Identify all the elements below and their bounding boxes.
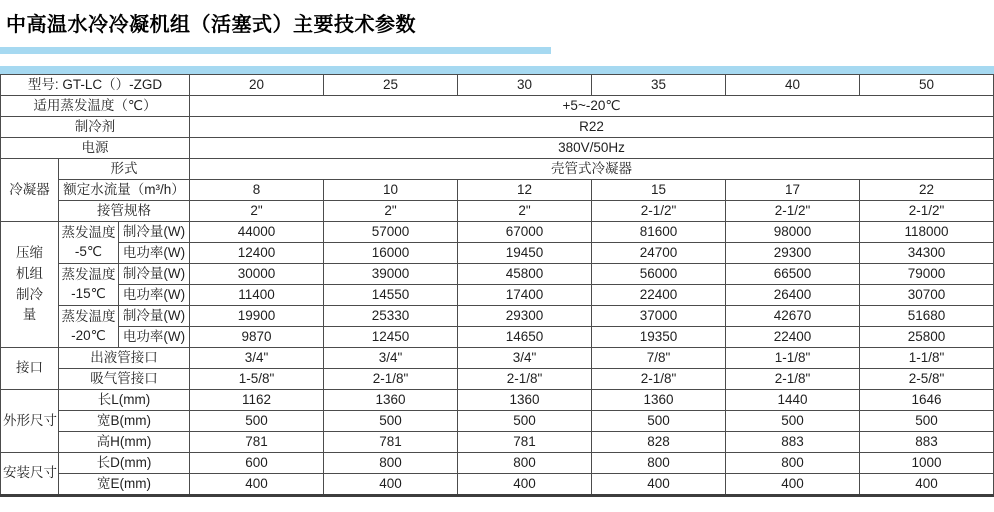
row-capacity-5-cooling bbox=[1, 222, 994, 243]
cell: 45800 bbox=[458, 264, 592, 285]
spec-table-container bbox=[0, 66, 994, 497]
cell: 51680 bbox=[860, 306, 994, 327]
cell: 25330 bbox=[324, 306, 458, 327]
row-liquid-port bbox=[1, 348, 994, 369]
cell: 400 bbox=[860, 474, 994, 496]
cell: 2-1/8" bbox=[592, 369, 726, 390]
model-col-header: 30 bbox=[458, 75, 592, 96]
capacity-group-label bbox=[1, 222, 59, 348]
page-title: 中高温水冷冷凝机组（活塞式）主要技术参数 bbox=[6, 14, 416, 36]
cell: 15 bbox=[592, 180, 726, 201]
cell: 1162 bbox=[190, 390, 324, 411]
cell: 400 bbox=[458, 474, 592, 496]
model-col-header: 35 bbox=[592, 75, 726, 96]
row-label: 长D(mm) bbox=[59, 453, 190, 474]
cell: 400 bbox=[726, 474, 860, 496]
cell: 2-1/2" bbox=[860, 201, 994, 222]
cell: 25800 bbox=[860, 327, 994, 348]
cell: 2-1/2" bbox=[726, 201, 860, 222]
cell: 30000 bbox=[190, 264, 324, 285]
cell: 1-5/8" bbox=[190, 369, 324, 390]
row-value: 壳管式冷凝器 bbox=[190, 159, 994, 180]
cell: 2" bbox=[190, 201, 324, 222]
row-install-length bbox=[1, 453, 994, 474]
cell: 11400 bbox=[190, 285, 324, 306]
cell: 500 bbox=[324, 411, 458, 432]
row-label: 制冷量(W) bbox=[119, 306, 190, 327]
cell: 1646 bbox=[860, 390, 994, 411]
cell: 2" bbox=[458, 201, 592, 222]
cell: 57000 bbox=[324, 222, 458, 243]
cell: 400 bbox=[592, 474, 726, 496]
cell: 44000 bbox=[190, 222, 324, 243]
cell: 19900 bbox=[190, 306, 324, 327]
evap-temp-value: -20℃ bbox=[71, 327, 106, 343]
cell: 30700 bbox=[860, 285, 994, 306]
cell: 500 bbox=[860, 411, 994, 432]
row-label: 接管规格 bbox=[59, 201, 190, 222]
install-group-label: 安装尺寸 bbox=[1, 453, 59, 496]
cell: 1-1/8" bbox=[860, 348, 994, 369]
row-label: 电功率(W) bbox=[119, 327, 190, 348]
evap-temp-cell bbox=[59, 264, 119, 306]
cell: 800 bbox=[458, 453, 592, 474]
cell: 19450 bbox=[458, 243, 592, 264]
cell: 7/8" bbox=[592, 348, 726, 369]
evap-temp-value: -15℃ bbox=[71, 285, 106, 301]
cell: 2-1/8" bbox=[324, 369, 458, 390]
cell: 781 bbox=[190, 432, 324, 453]
cell: 1360 bbox=[592, 390, 726, 411]
cell: 79000 bbox=[860, 264, 994, 285]
row-suction-port bbox=[1, 369, 994, 390]
row-refrigerant bbox=[1, 117, 994, 138]
cell: 12450 bbox=[324, 327, 458, 348]
evap-label: 蒸发温度 bbox=[61, 309, 116, 325]
row-label: 电源 bbox=[1, 138, 190, 159]
cell: 22 bbox=[860, 180, 994, 201]
table-top-accent-bar bbox=[0, 66, 994, 74]
cell: 14550 bbox=[324, 285, 458, 306]
row-capacity-20-cooling bbox=[1, 306, 994, 327]
cell: 56000 bbox=[592, 264, 726, 285]
ports-group-label: 接口 bbox=[1, 348, 59, 390]
cell: 34300 bbox=[860, 243, 994, 264]
row-condenser-flow bbox=[1, 180, 994, 201]
cell: 19350 bbox=[592, 327, 726, 348]
cell: 3/4" bbox=[458, 348, 592, 369]
cell: 39000 bbox=[324, 264, 458, 285]
row-label: 制冷量(W) bbox=[119, 222, 190, 243]
cell: 22400 bbox=[592, 285, 726, 306]
outline-group-label: 外形尺寸 bbox=[1, 390, 59, 453]
cell: 828 bbox=[592, 432, 726, 453]
cell: 600 bbox=[190, 453, 324, 474]
cell: 1-1/8" bbox=[726, 348, 860, 369]
cell: 14650 bbox=[458, 327, 592, 348]
cell: 400 bbox=[190, 474, 324, 496]
cell: 800 bbox=[324, 453, 458, 474]
row-label: 高H(mm) bbox=[59, 432, 190, 453]
cell: 500 bbox=[592, 411, 726, 432]
condenser-group-label: 冷凝器 bbox=[1, 159, 59, 222]
cell: 29300 bbox=[458, 306, 592, 327]
cell: 67000 bbox=[458, 222, 592, 243]
row-capacity-20-power bbox=[1, 327, 994, 348]
row-condenser-pipe bbox=[1, 201, 994, 222]
cell: 781 bbox=[458, 432, 592, 453]
row-label: 宽B(mm) bbox=[59, 411, 190, 432]
row-label: 适用蒸发温度（℃） bbox=[1, 96, 190, 117]
cell: 118000 bbox=[860, 222, 994, 243]
row-install-width bbox=[1, 474, 994, 496]
evap-temp-value: -5℃ bbox=[74, 243, 103, 259]
cell: 12 bbox=[458, 180, 592, 201]
row-label: 吸气管接口 bbox=[59, 369, 190, 390]
cell: 9870 bbox=[190, 327, 324, 348]
row-capacity-15-cooling bbox=[1, 264, 994, 285]
cell: 500 bbox=[190, 411, 324, 432]
cell: 24700 bbox=[592, 243, 726, 264]
model-col-header: 25 bbox=[324, 75, 458, 96]
model-label-cell: 型号: GT-LC（）-ZGD bbox=[1, 75, 190, 96]
cell: 8 bbox=[190, 180, 324, 201]
row-label: 形式 bbox=[59, 159, 190, 180]
title-underline-bar bbox=[0, 47, 551, 54]
cell: 37000 bbox=[592, 306, 726, 327]
capacity-group-text: 压缩机组制冷量 bbox=[16, 244, 43, 323]
cell: 883 bbox=[860, 432, 994, 453]
row-value: +5~-20℃ bbox=[190, 96, 994, 117]
cell: 1000 bbox=[860, 453, 994, 474]
cell: 3/4" bbox=[190, 348, 324, 369]
row-model-header bbox=[1, 75, 994, 96]
row-label: 电功率(W) bbox=[119, 243, 190, 264]
row-label: 出液管接口 bbox=[59, 348, 190, 369]
cell: 400 bbox=[324, 474, 458, 496]
cell: 29300 bbox=[726, 243, 860, 264]
cell: 98000 bbox=[726, 222, 860, 243]
cell: 17 bbox=[726, 180, 860, 201]
cell: 22400 bbox=[726, 327, 860, 348]
row-label: 长L(mm) bbox=[59, 390, 190, 411]
cell: 10 bbox=[324, 180, 458, 201]
row-label: 额定水流量（m³/h） bbox=[59, 180, 190, 201]
cell: 2-1/8" bbox=[726, 369, 860, 390]
cell: 2-1/2" bbox=[592, 201, 726, 222]
row-length bbox=[1, 390, 994, 411]
cell: 2" bbox=[324, 201, 458, 222]
cell: 781 bbox=[324, 432, 458, 453]
evap-label: 蒸发温度 bbox=[61, 267, 116, 283]
cell: 883 bbox=[726, 432, 860, 453]
cell: 1360 bbox=[324, 390, 458, 411]
cell: 81600 bbox=[592, 222, 726, 243]
cell: 1440 bbox=[726, 390, 860, 411]
row-power-supply bbox=[1, 138, 994, 159]
evap-temp-cell bbox=[59, 222, 119, 264]
cell: 17400 bbox=[458, 285, 592, 306]
row-width bbox=[1, 411, 994, 432]
row-label: 制冷量(W) bbox=[119, 264, 190, 285]
row-capacity-15-power bbox=[1, 285, 994, 306]
evap-temp-cell bbox=[59, 306, 119, 348]
row-capacity-5-power bbox=[1, 243, 994, 264]
cell: 26400 bbox=[726, 285, 860, 306]
row-label: 电功率(W) bbox=[119, 285, 190, 306]
cell: 12400 bbox=[190, 243, 324, 264]
row-condenser-form bbox=[1, 159, 994, 180]
cell: 500 bbox=[458, 411, 592, 432]
cell: 42670 bbox=[726, 306, 860, 327]
model-col-header: 20 bbox=[190, 75, 324, 96]
row-value: R22 bbox=[190, 117, 994, 138]
spec-table bbox=[0, 74, 994, 497]
row-height bbox=[1, 432, 994, 453]
cell: 16000 bbox=[324, 243, 458, 264]
model-col-header: 50 bbox=[860, 75, 994, 96]
cell: 2-1/8" bbox=[458, 369, 592, 390]
row-evap-range bbox=[1, 96, 994, 117]
cell: 2-5/8" bbox=[860, 369, 994, 390]
row-label: 宽E(mm) bbox=[59, 474, 190, 496]
model-col-header: 40 bbox=[726, 75, 860, 96]
cell: 66500 bbox=[726, 264, 860, 285]
row-label: 制冷剂 bbox=[1, 117, 190, 138]
cell: 800 bbox=[592, 453, 726, 474]
cell: 1360 bbox=[458, 390, 592, 411]
cell: 500 bbox=[726, 411, 860, 432]
evap-label: 蒸发温度 bbox=[61, 225, 116, 241]
cell: 3/4" bbox=[324, 348, 458, 369]
cell: 800 bbox=[726, 453, 860, 474]
row-value: 380V/50Hz bbox=[190, 138, 994, 159]
